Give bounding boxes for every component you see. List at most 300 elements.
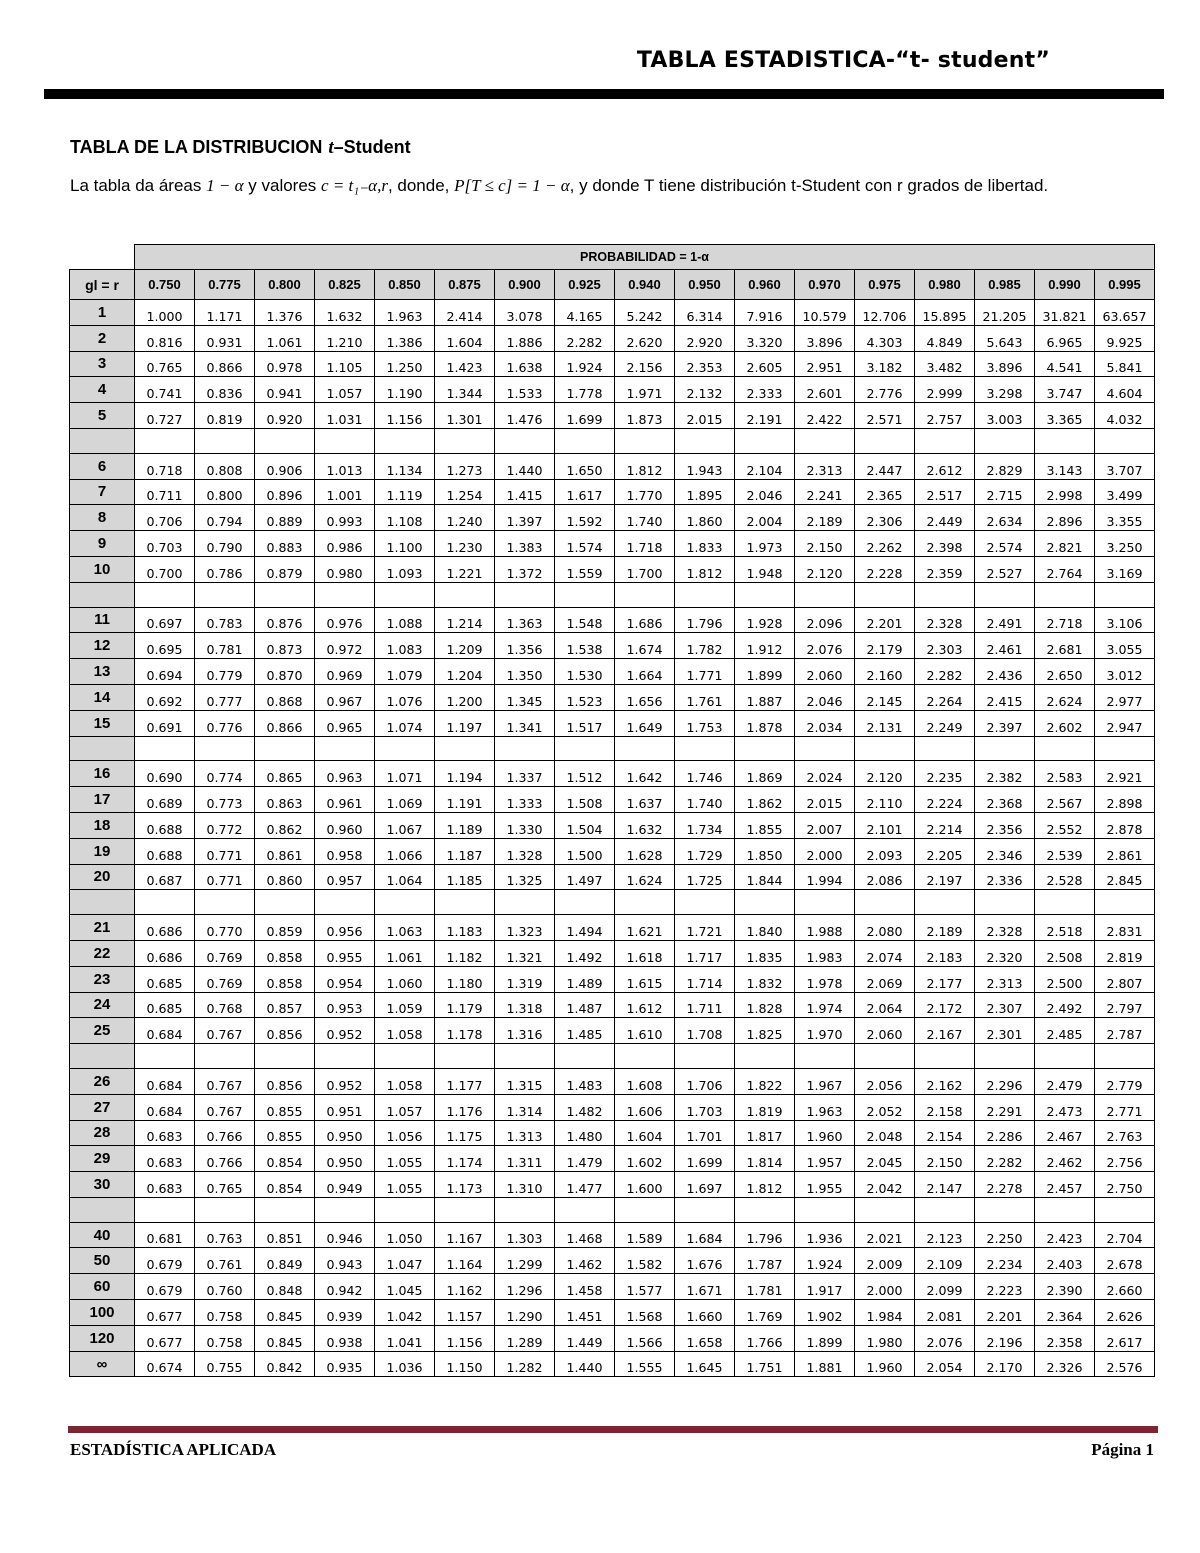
table-cell: 2.831 — [1095, 915, 1155, 941]
degrees-of-freedom-cell: 24 — [70, 992, 135, 1018]
separator-cell — [795, 736, 855, 761]
table-cell: 1.162 — [435, 1274, 495, 1300]
table-cell: 0.769 — [195, 940, 255, 966]
table-cell: 1.604 — [435, 325, 495, 351]
table-cell: 0.952 — [315, 1068, 375, 1094]
separator-cell — [555, 1197, 615, 1222]
table-cell: 1.250 — [375, 351, 435, 377]
table-cell: 3.003 — [975, 403, 1035, 429]
table-cell: 1.056 — [375, 1120, 435, 1146]
table-cell: 1.282 — [495, 1351, 555, 1377]
separator-cell — [435, 582, 495, 607]
table-row — [70, 531, 1155, 557]
table-cell: 2.678 — [1095, 1248, 1155, 1274]
column-header: 0.875 — [435, 270, 495, 300]
table-cell: 1.156 — [435, 1325, 495, 1351]
table-cell: 2.150 — [795, 531, 855, 557]
table-cell: 2.291 — [975, 1094, 1035, 1120]
table-cell: 3.055 — [1095, 633, 1155, 659]
table-cell: 2.054 — [915, 1351, 975, 1377]
table-cell: 1.766 — [735, 1325, 795, 1351]
table-cell: 1.176 — [435, 1094, 495, 1120]
table-cell: 1.316 — [495, 1018, 555, 1044]
separator-cell — [255, 736, 315, 761]
table-cell: 2.045 — [855, 1146, 915, 1172]
separator-cell — [1095, 736, 1155, 761]
table-cell: 0.960 — [315, 812, 375, 838]
table-row — [70, 1094, 1155, 1120]
table-cell: 0.862 — [255, 812, 315, 838]
table-cell: 1.512 — [555, 761, 615, 787]
table-cell: 2.191 — [735, 403, 795, 429]
table-cell: 1.477 — [555, 1172, 615, 1198]
table-cell: 2.328 — [975, 915, 1035, 941]
table-cell: 0.741 — [135, 377, 195, 403]
table-row — [70, 1222, 1155, 1248]
table-row — [70, 1248, 1155, 1274]
table-cell: 0.679 — [135, 1248, 195, 1274]
table-cell: 0.849 — [255, 1248, 315, 1274]
table-cell: 1.971 — [615, 377, 675, 403]
table-cell: 1.638 — [495, 351, 555, 377]
separator-cell — [315, 890, 375, 915]
table-cell: 1.873 — [615, 403, 675, 429]
table-cell: 2.829 — [975, 453, 1035, 479]
table-cell: 1.787 — [735, 1248, 795, 1274]
table-cell: 1.957 — [795, 1146, 855, 1172]
table-cell: 1.214 — [435, 607, 495, 633]
table-cell: 0.876 — [255, 607, 315, 633]
table-cell: 0.906 — [255, 453, 315, 479]
table-cell: 0.931 — [195, 325, 255, 351]
degrees-of-freedom-cell: 25 — [70, 1018, 135, 1044]
column-header: 0.960 — [735, 270, 795, 300]
table-cell: 2.764 — [1035, 556, 1095, 582]
table-cell: 1.328 — [495, 838, 555, 864]
table-row — [70, 915, 1155, 941]
table-cell: 2.365 — [855, 479, 915, 505]
table-cell: 1.577 — [615, 1274, 675, 1300]
intro-text-2: y valores — [248, 176, 317, 195]
table-cell: 0.969 — [315, 659, 375, 685]
table-cell: 3.012 — [1095, 659, 1155, 685]
table-cell: 1.796 — [735, 1222, 795, 1248]
table-cell: 2.423 — [1035, 1222, 1095, 1248]
table-cell: 1.899 — [795, 1325, 855, 1351]
table-cell: 2.977 — [1095, 684, 1155, 710]
header-rule — [44, 89, 1164, 99]
table-cell: 2.015 — [795, 787, 855, 813]
table-cell: 2.223 — [975, 1274, 1035, 1300]
table-cell: 2.382 — [975, 761, 1035, 787]
table-cell: 3.355 — [1095, 505, 1155, 531]
table-cell: 1.363 — [495, 607, 555, 633]
table-cell: 1.345 — [495, 684, 555, 710]
table-cell: 2.787 — [1095, 1018, 1155, 1044]
table-cell: 21.205 — [975, 300, 1035, 326]
separator-cell — [1035, 582, 1095, 607]
table-cell: 0.685 — [135, 966, 195, 992]
table-cell: 1.372 — [495, 556, 555, 582]
table-cell: 1.088 — [375, 607, 435, 633]
table-row — [70, 1120, 1155, 1146]
separator-cell — [375, 428, 435, 453]
table-cell: 0.692 — [135, 684, 195, 710]
table-cell: 1.983 — [795, 940, 855, 966]
table-cell: 1.344 — [435, 377, 495, 403]
separator-cell — [135, 428, 195, 453]
table-cell: 0.767 — [195, 1094, 255, 1120]
table-cell: 1.210 — [315, 325, 375, 351]
table-cell: 2.605 — [735, 351, 795, 377]
separator-cell — [1095, 890, 1155, 915]
table-cell: 1.067 — [375, 812, 435, 838]
table-cell: 1.955 — [795, 1172, 855, 1198]
table-cell: 2.158 — [915, 1094, 975, 1120]
table-cell: 1.079 — [375, 659, 435, 685]
table-cell: 1.209 — [435, 633, 495, 659]
separator-cell — [615, 1044, 675, 1069]
separator-cell — [495, 582, 555, 607]
table-cell: 1.500 — [555, 838, 615, 864]
table-cell: 2.650 — [1035, 659, 1095, 685]
table-cell: 1.778 — [555, 377, 615, 403]
table-cell: 0.718 — [135, 453, 195, 479]
table-cell: 1.708 — [675, 1018, 735, 1044]
table-cell: 0.857 — [255, 992, 315, 1018]
table-cell: 2.921 — [1095, 761, 1155, 787]
table-cell: 1.674 — [615, 633, 675, 659]
table-cell: 0.896 — [255, 479, 315, 505]
table-cell: 1.684 — [675, 1222, 735, 1248]
table-cell: 2.179 — [855, 633, 915, 659]
table-cell: 2.201 — [975, 1300, 1035, 1326]
table-cell: 1.618 — [615, 940, 675, 966]
table-cell: 1.482 — [555, 1094, 615, 1120]
table-cell: 1.060 — [375, 966, 435, 992]
table-cell: 0.866 — [255, 710, 315, 736]
table-cell: 1.729 — [675, 838, 735, 864]
table-cell: 0.942 — [315, 1274, 375, 1300]
table-cell: 1.559 — [555, 556, 615, 582]
separator-cell — [675, 1044, 735, 1069]
table-cell: 1.105 — [315, 351, 375, 377]
table-cell: 1.290 — [495, 1300, 555, 1326]
separator-cell — [915, 428, 975, 453]
table-cell: 1.299 — [495, 1248, 555, 1274]
separator-cell — [915, 890, 975, 915]
table-cell: 1.333 — [495, 787, 555, 813]
table-cell: 0.766 — [195, 1120, 255, 1146]
table-cell: 2.000 — [795, 838, 855, 864]
table-cell: 2.479 — [1035, 1068, 1095, 1094]
table-cell: 1.350 — [495, 659, 555, 685]
table-cell: 0.978 — [255, 351, 315, 377]
degrees-of-freedom-cell: 14 — [70, 684, 135, 710]
table-row — [70, 1068, 1155, 1094]
separator-cell — [615, 582, 675, 607]
table-cell: 1.973 — [735, 531, 795, 557]
table-cell: 2.150 — [915, 1146, 975, 1172]
degrees-of-freedom-cell: ∞ — [70, 1351, 135, 1377]
table-cell: 1.781 — [735, 1274, 795, 1300]
table-cell: 1.912 — [735, 633, 795, 659]
separator-cell — [435, 890, 495, 915]
table-cell: 1.200 — [435, 684, 495, 710]
table-cell: 1.303 — [495, 1222, 555, 1248]
table-cell: 1.761 — [675, 684, 735, 710]
table-separator-row — [70, 890, 1155, 915]
separator-cell — [255, 582, 315, 607]
table-cell: 0.770 — [195, 915, 255, 941]
separator-gl-cell — [70, 736, 135, 761]
column-header: 0.985 — [975, 270, 1035, 300]
table-cell: 1.628 — [615, 838, 675, 864]
table-cell: 1.734 — [675, 812, 735, 838]
table-cell: 1.036 — [375, 1351, 435, 1377]
table-cell: 2.052 — [855, 1094, 915, 1120]
table-cell: 2.715 — [975, 479, 1035, 505]
degrees-of-freedom-cell: 2 — [70, 325, 135, 351]
table-cell: 1.323 — [495, 915, 555, 941]
table-cell: 2.167 — [915, 1018, 975, 1044]
table-cell: 1.632 — [315, 300, 375, 326]
table-cell: 1.000 — [135, 300, 195, 326]
table-cell: 2.201 — [855, 607, 915, 633]
table-cell: 1.064 — [375, 864, 435, 890]
table-cell: 1.928 — [735, 607, 795, 633]
table-cell: 2.278 — [975, 1172, 1035, 1198]
degrees-of-freedom-cell: 23 — [70, 966, 135, 992]
table-cell: 0.703 — [135, 531, 195, 557]
table-cell: 1.796 — [675, 607, 735, 633]
degrees-of-freedom-cell: 60 — [70, 1274, 135, 1300]
table-cell: 0.956 — [315, 915, 375, 941]
table-cell: 2.076 — [795, 633, 855, 659]
table-cell: 2.333 — [735, 377, 795, 403]
degrees-of-freedom-cell: 8 — [70, 505, 135, 531]
table-cell: 2.447 — [855, 453, 915, 479]
table-cell: 1.902 — [795, 1300, 855, 1326]
table-cell: 0.688 — [135, 812, 195, 838]
table-cell: 2.390 — [1035, 1274, 1095, 1300]
table-cell: 1.699 — [675, 1146, 735, 1172]
separator-cell — [795, 1197, 855, 1222]
degrees-of-freedom-cell: 30 — [70, 1172, 135, 1198]
table-cell: 0.771 — [195, 864, 255, 890]
table-cell: 2.021 — [855, 1222, 915, 1248]
table-cell: 2.241 — [795, 479, 855, 505]
table-cell: 1.855 — [735, 812, 795, 838]
table-cell: 1.746 — [675, 761, 735, 787]
table-cell: 0.949 — [315, 1172, 375, 1198]
table-cell: 2.042 — [855, 1172, 915, 1198]
table-cell: 1.658 — [675, 1325, 735, 1351]
table-cell: 2.046 — [795, 684, 855, 710]
table-cell: 2.896 — [1035, 505, 1095, 531]
table-cell: 3.078 — [495, 300, 555, 326]
table-cell: 0.952 — [315, 1018, 375, 1044]
table-cell: 2.571 — [855, 403, 915, 429]
table-cell: 2.205 — [915, 838, 975, 864]
degrees-of-freedom-cell: 16 — [70, 761, 135, 787]
table-cell: 2.576 — [1095, 1351, 1155, 1377]
degrees-of-freedom-cell: 50 — [70, 1248, 135, 1274]
column-header: 0.925 — [555, 270, 615, 300]
table-cell: 2.080 — [855, 915, 915, 941]
table-cell: 1.751 — [735, 1351, 795, 1377]
table-cell: 1.600 — [615, 1172, 675, 1198]
table-cell: 1.700 — [615, 556, 675, 582]
document-header-title: TABLA ESTADISTICA-“t- student” — [636, 48, 1050, 73]
table-cell: 1.494 — [555, 915, 615, 941]
table-cell: 1.187 — [435, 838, 495, 864]
table-cell: 2.060 — [855, 1018, 915, 1044]
table-cell: 0.986 — [315, 531, 375, 557]
table-cell: 1.862 — [735, 787, 795, 813]
table-cell: 1.476 — [495, 403, 555, 429]
table-cell: 1.356 — [495, 633, 555, 659]
table-cell: 0.711 — [135, 479, 195, 505]
table-cell: 0.700 — [135, 556, 195, 582]
table-cell: 1.828 — [735, 992, 795, 1018]
table-cell: 1.337 — [495, 761, 555, 787]
table-cell: 1.191 — [435, 787, 495, 813]
table-cell: 0.939 — [315, 1300, 375, 1326]
table-cell: 4.541 — [1035, 351, 1095, 377]
table-cell: 1.204 — [435, 659, 495, 685]
table-cell: 2.264 — [915, 684, 975, 710]
table-cell: 1.988 — [795, 915, 855, 941]
separator-cell — [915, 582, 975, 607]
table-cell: 2.307 — [975, 992, 1035, 1018]
table-cell: 2.491 — [975, 607, 1035, 633]
table-cell: 0.688 — [135, 838, 195, 864]
table-cell: 0.854 — [255, 1172, 315, 1198]
table-cell: 1.177 — [435, 1068, 495, 1094]
table-cell: 1.197 — [435, 710, 495, 736]
table-row — [70, 864, 1155, 890]
separator-cell — [1035, 1197, 1095, 1222]
table-cell: 0.761 — [195, 1248, 255, 1274]
table-cell: 1.462 — [555, 1248, 615, 1274]
table-cell: 2.356 — [975, 812, 1035, 838]
table-row — [70, 300, 1155, 326]
table-cell: 0.684 — [135, 1094, 195, 1120]
table-cell: 0.854 — [255, 1146, 315, 1172]
separator-cell — [915, 736, 975, 761]
table-cell: 2.485 — [1035, 1018, 1095, 1044]
table-cell: 1.341 — [495, 710, 555, 736]
table-cell: 1.301 — [435, 403, 495, 429]
table-cell: 2.414 — [435, 300, 495, 326]
table-cell: 2.249 — [915, 710, 975, 736]
table-cell: 2.612 — [915, 453, 975, 479]
table-cell: 1.376 — [255, 300, 315, 326]
table-cell: 2.074 — [855, 940, 915, 966]
separator-cell — [495, 890, 555, 915]
table-row — [70, 966, 1155, 992]
table-cell: 2.048 — [855, 1120, 915, 1146]
table-cell: 2.172 — [915, 992, 975, 1018]
table-cell: 0.771 — [195, 838, 255, 864]
table-cell: 1.189 — [435, 812, 495, 838]
separator-cell — [195, 1197, 255, 1222]
table-cell: 2.120 — [855, 761, 915, 787]
table-cell: 0.845 — [255, 1300, 315, 1326]
table-cell: 31.821 — [1035, 300, 1095, 326]
table-cell: 3.250 — [1095, 531, 1155, 557]
table-cell: 0.769 — [195, 966, 255, 992]
table-cell: 2.776 — [855, 377, 915, 403]
table-cell: 2.282 — [555, 325, 615, 351]
separator-cell — [675, 736, 735, 761]
table-cell: 2.009 — [855, 1248, 915, 1274]
table-cell: 0.858 — [255, 940, 315, 966]
table-cell: 2.110 — [855, 787, 915, 813]
separator-cell — [375, 1044, 435, 1069]
table-cell: 0.691 — [135, 710, 195, 736]
table-cell: 1.671 — [675, 1274, 735, 1300]
table-cell: 2.397 — [975, 710, 1035, 736]
table-cell: 1.814 — [735, 1146, 795, 1172]
table-cell: 1.770 — [615, 479, 675, 505]
column-header: 0.980 — [915, 270, 975, 300]
separator-cell — [975, 582, 1035, 607]
separator-cell — [975, 736, 1035, 761]
table-cell: 1.994 — [795, 864, 855, 890]
degrees-of-freedom-cell: 13 — [70, 659, 135, 685]
separator-cell — [135, 1044, 195, 1069]
table-cell: 0.681 — [135, 1222, 195, 1248]
table-cell: 3.143 — [1035, 453, 1095, 479]
table-cell: 1.771 — [675, 659, 735, 685]
table-cell: 0.677 — [135, 1300, 195, 1326]
table-cell: 1.602 — [615, 1146, 675, 1172]
table-cell: 2.779 — [1095, 1068, 1155, 1094]
table-cell: 0.863 — [255, 787, 315, 813]
table-cell: 2.461 — [975, 633, 1035, 659]
table-cell: 0.819 — [195, 403, 255, 429]
table-cell: 1.150 — [435, 1351, 495, 1377]
table-cell: 1.440 — [555, 1351, 615, 1377]
table-cell: 2.162 — [915, 1068, 975, 1094]
table-cell: 1.451 — [555, 1300, 615, 1326]
table-cell: 0.767 — [195, 1018, 255, 1044]
table-cell: 1.492 — [555, 940, 615, 966]
table-cell: 2.224 — [915, 787, 975, 813]
table-cell: 2.947 — [1095, 710, 1155, 736]
table-cell: 0.946 — [315, 1222, 375, 1248]
degrees-of-freedom-cell: 18 — [70, 812, 135, 838]
table-cell: 0.776 — [195, 710, 255, 736]
separator-cell — [795, 890, 855, 915]
table-cell: 2.757 — [915, 403, 975, 429]
table-cell: 1.171 — [195, 300, 255, 326]
column-header-row — [70, 270, 1155, 300]
table-cell: 0.697 — [135, 607, 195, 633]
table-cell: 15.895 — [915, 300, 975, 326]
table-cell: 1.055 — [375, 1146, 435, 1172]
separator-cell — [495, 736, 555, 761]
table-cell: 1.066 — [375, 838, 435, 864]
table-cell: 2.718 — [1035, 607, 1095, 633]
table-cell: 1.221 — [435, 556, 495, 582]
table-cell: 0.865 — [255, 761, 315, 787]
separator-cell — [1035, 890, 1095, 915]
degrees-of-freedom-cell: 7 — [70, 479, 135, 505]
table-cell: 1.642 — [615, 761, 675, 787]
